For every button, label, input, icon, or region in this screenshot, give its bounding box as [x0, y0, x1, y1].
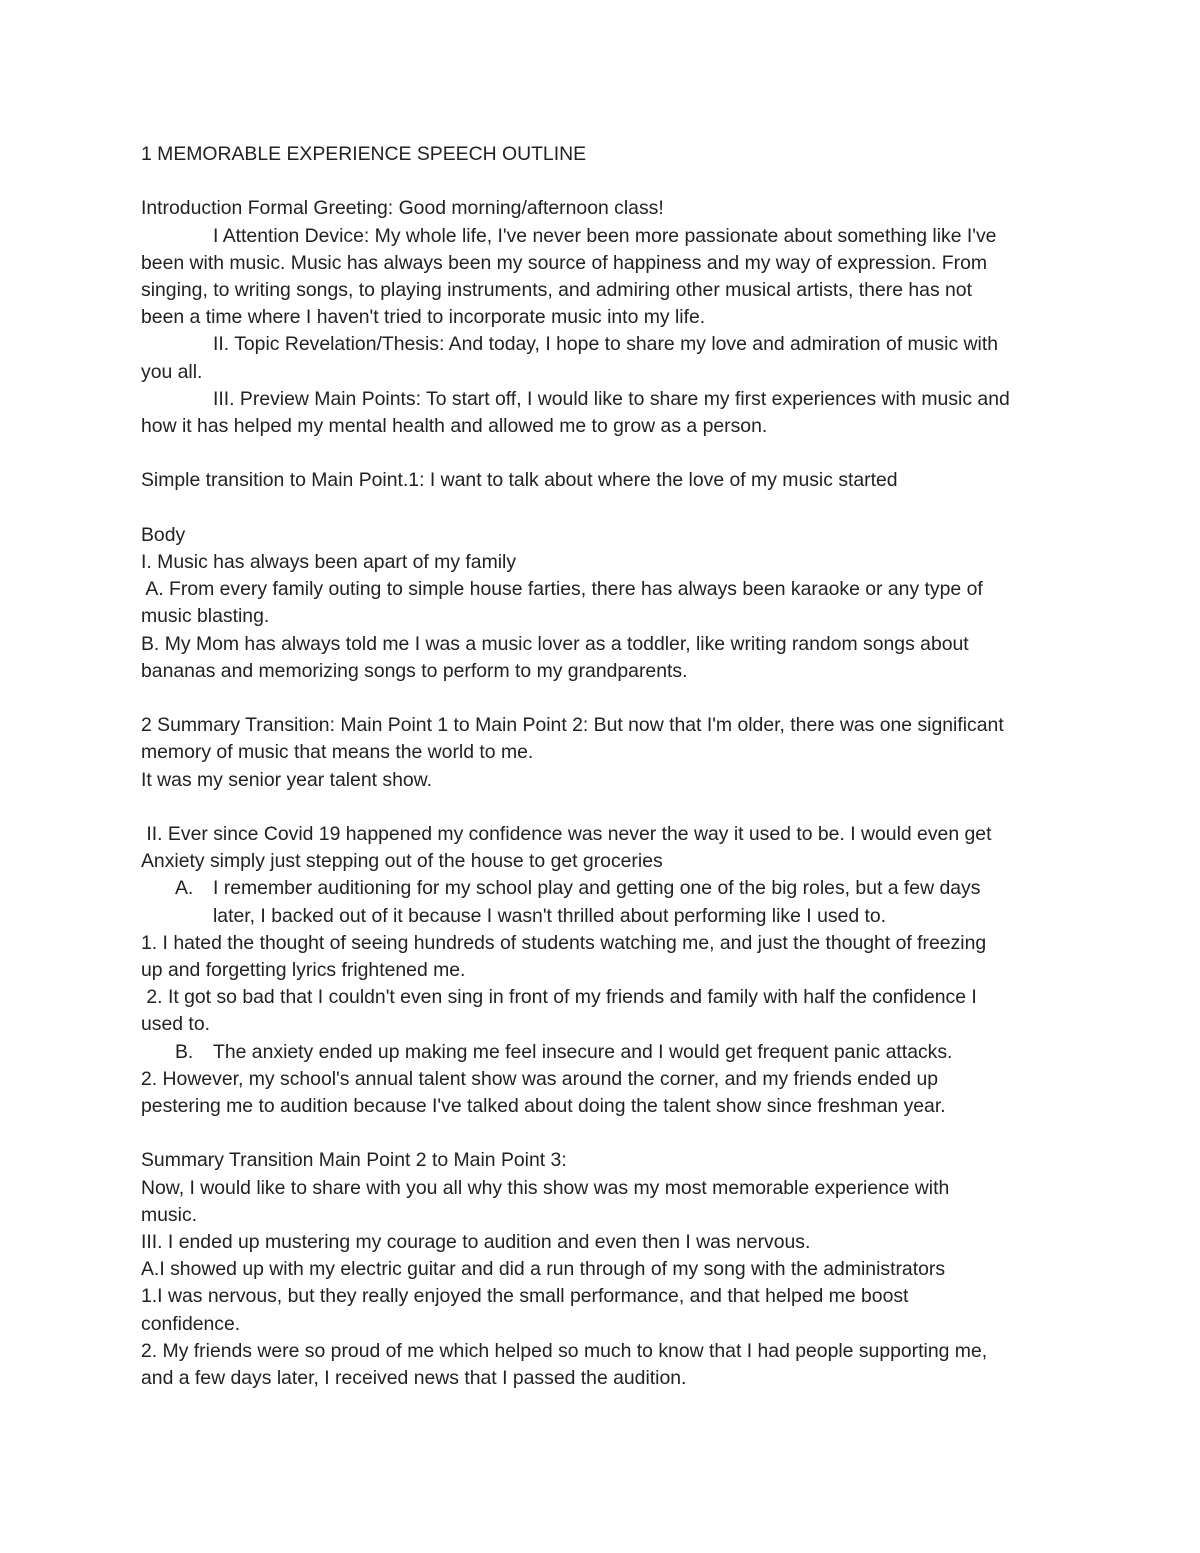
main-point-2-b: [141, 1039, 1081, 1066]
main-point-2-a-line: I remember auditioning for my school play and getting one of the big roles, but a few days: [213, 877, 981, 900]
intro-thesis-line: you all.: [141, 360, 203, 383]
spacer: [141, 168, 1081, 195]
main-point-2-line: II. Ever since Covid 19 happened my confidence was never the way it used to be. I would even get: [141, 823, 992, 845]
main-point-2-b-2-line: 2. However, my school's annual talent show was around the corner, and my friends ended up: [141, 1067, 939, 1090]
intro-attention-line: been a time where I haven't tried to incorporate music into my life.: [141, 306, 706, 329]
intro-preview-line: how it has helped my mental health and allowed me to grow as a person.: [141, 415, 768, 438]
intro-attention-line: singing, to writing songs, to playing instruments, and admiring other musical artists, there has not: [141, 279, 972, 301]
main-point-1-b-line: bananas and memorizing songs to perform to my grandparents.: [141, 659, 688, 682]
main-point-2-b-line: The anxiety ended up making me feel insecure and I would get frequent panic attacks.: [213, 1040, 953, 1063]
transition-2-line: memory of music that means the world to me.: [141, 741, 534, 764]
transition-3-line: music.: [141, 1203, 198, 1226]
transition-1: Simple transition to Main Point.1: I want to talk about where the love of my music started: [141, 469, 898, 492]
intro-attention-line: been with music. Music has always been my source of happiness and my way of expression. From: [141, 251, 988, 274]
spacer: [141, 495, 1081, 522]
document-body: [141, 141, 1081, 1392]
intro-greeting: Introduction Formal Greeting: Good morning/afternoon class!: [141, 197, 664, 220]
main-point-2-line: Anxiety simply just stepping out of the house to get groceries: [141, 850, 663, 873]
transition-2-line: It was my senior year talent show.: [141, 768, 432, 791]
main-point-2-a-2-line: used to.: [141, 1013, 210, 1036]
intro-preview-line: III. Preview Main Points: To start off, I would like to share my first experiences with music and: [213, 387, 1010, 410]
spacer: [141, 794, 1081, 821]
main-point-3: III. I ended up mustering my courage to audition and even then I was nervous.: [141, 1231, 811, 1254]
main-point-2-a: [141, 875, 1081, 902]
intro-thesis-line: II. Topic Revelation/Thesis: And today, I hope to share my love and admiration of music with: [213, 333, 999, 356]
main-point-3-a-2-line: and a few days later, I received news that I passed the audition.: [141, 1367, 687, 1390]
intro-attention-line: I Attention Device: My whole life, I've never been more passionate about something like I've: [213, 224, 997, 247]
main-point-1-b-line: B. My Mom has always told me I was a music lover as a toddler, like writing random songs about: [141, 632, 969, 655]
spacer: [141, 1120, 1081, 1147]
transition-3-line: Summary Transition Main Point 2 to Main Point 3:: [141, 1149, 567, 1172]
main-point-1: I. Music has always been apart of my family: [141, 551, 517, 573]
document-title: 1 MEMORABLE EXPERIENCE SPEECH OUTLINE: [141, 143, 587, 165]
main-point-2-a-1-line: 1. I hated the thought of seeing hundreds of students watching me, and just the thought of freezing: [141, 931, 987, 954]
list-marker: B.: [175, 1040, 194, 1063]
main-point-2-a-1-line: up and forgetting lyrics frightened me.: [141, 959, 466, 982]
transition-3-line: Now, I would like to share with you all why this show was my most memorable experience with: [141, 1176, 950, 1199]
transition-2-line: 2 Summary Transition: Main Point 1 to Main Point 2: But now that I'm older, there was one significant: [141, 714, 1004, 737]
spacer: [141, 685, 1081, 712]
spacer: [141, 440, 1081, 467]
main-point-1-a-line: music blasting.: [141, 605, 270, 628]
main-point-3-a-2-line: 2. My friends were so proud of me which helped so much to know that I had people supporting me,: [141, 1339, 988, 1362]
body-heading: Body: [141, 523, 186, 546]
main-point-3-a-1-line: confidence.: [141, 1312, 241, 1335]
main-point-1-a-line: A. From every family outing to simple house farties, there has always been karaoke or any type of: [141, 578, 983, 601]
main-point-2-a-line: later, I backed out of it because I wasn't thrilled about performing like I used to.: [213, 904, 887, 927]
main-point-2-b-2-line: pestering me to audition because I've talked about doing the talent show since freshman year.: [141, 1095, 946, 1118]
main-point-2-a-2-line: 2. It got so bad that I couldn't even sing in front of my friends and family with half the confidence I: [141, 986, 977, 1009]
main-point-3-a: A.I showed up with my electric guitar and did a run through of my song with the administrators: [141, 1258, 946, 1281]
list-marker: A.: [175, 877, 194, 900]
main-point-3-a-1-line: 1.I was nervous, but they really enjoyed the small performance, and that helped me boost: [141, 1285, 909, 1308]
